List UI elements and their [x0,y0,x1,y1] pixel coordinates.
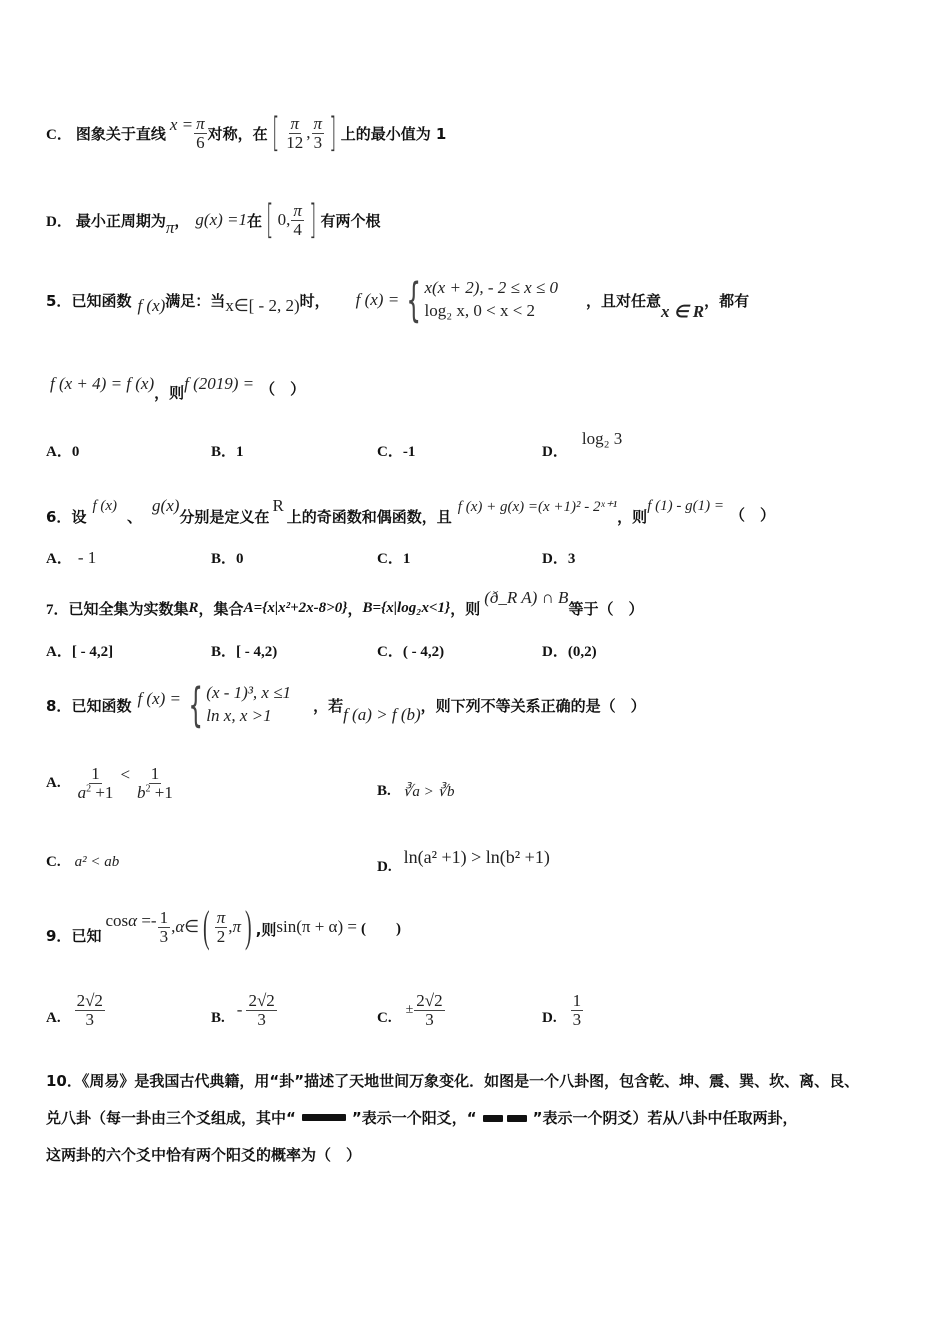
question-text: ”表示一个阴爻）若从八卦中任取两卦， [532,1109,798,1127]
question-7-stem [46,580,643,616]
option-label: C． [46,126,72,143]
question-5-stem-line2 [50,366,305,402]
option-label: B. [377,783,391,799]
question-text: ，则 [617,507,648,526]
question-9-options [46,985,746,1035]
option-a: A． - 1 [46,548,97,567]
piecewise-cases: (x - 1)³, x ≤1 ln x, x >1 [206,683,292,725]
question-9-stem [46,902,401,952]
option-c: C. ± $\frac{2√2}{3}$ [377,990,443,1029]
option-text: 图象关于直线 [75,124,166,143]
option-text: 上的最小值为 1 [340,124,447,143]
yin-line-icon [483,1109,527,1127]
math-expr: f (x) = [355,290,400,309]
math-expr: R [188,599,199,616]
answer-blank: （ ） [260,379,306,398]
answer-blank: ( ) [360,920,401,937]
left-brace: { [406,273,422,327]
question-5-options [46,429,746,462]
left-bracket: [ [266,197,274,243]
option-b: B．1 [211,444,244,460]
option-label: C. [46,854,61,870]
question-6-stem [46,488,775,524]
math-expr: π [165,218,175,237]
option-b: B．[ - 4,2) [211,644,278,660]
question-6-options [46,547,746,569]
math-expr: f (2019) = [184,374,255,393]
answer-blank: （ ） [729,505,775,524]
question-text: ，则下列不等关系正确的是（ ） [420,696,646,715]
condition-expr: cosα =- $\frac{1}{3}$ ,α∈ ( $\frac{\pi}{2}$ ,π ) [105,902,252,951]
option-b: B. - $\frac{2√2}{3}$ [211,990,275,1029]
question-text: ，都有 [704,291,750,310]
option-b: B．0 [211,551,244,567]
math-expr: 0, [277,210,291,229]
question-text: ，且对任意 [585,291,661,310]
fraction: $\frac{\pi}{4}$ [293,200,302,239]
fraction: $\frac{\pi}{3}$ [313,113,323,152]
option-d: D. $\frac{1}{3}$ [542,990,582,1029]
question-text: 设 [71,507,87,526]
option-text: 最小正周期为 [75,211,166,230]
question-text: 已知全集为实数集 [68,599,189,618]
question-number: 8． [46,696,72,715]
question-text: 时， [299,291,330,310]
question-text: ,则 [255,920,277,939]
question-text: 已知函数 [71,291,132,310]
math-expr: R [272,496,284,515]
option-a-expr: $\frac{1}{a^2 +1}$ < $\frac{1}{b^2 +1}$ [77,763,173,802]
math-expr: f (x) + g(x) =(x +1)² - 2ˣ⁺¹ [457,498,618,515]
question-8-stem [46,675,646,735]
question-text: 分别是定义在 [179,507,270,526]
separator: 、 [127,507,143,526]
question-text: ，则 [154,383,185,402]
math-expr: g(x) [152,496,180,515]
option-text: 有两个根 [320,211,381,230]
question-text: ， [347,599,363,618]
question-text: ，若 [313,696,344,715]
math-expr: f (x) [137,296,166,315]
math-expr: (ð_R A) ∩ B [484,588,569,607]
math-expr: x = [169,115,194,134]
math-expr: f (x) [92,497,118,514]
option-text: 对称，在 [207,124,268,143]
piecewise-cases: x(x + 2), - 2 ≤ x ≤ 0 log₂ x, 0 < x < 2 [424,278,558,320]
yang-line-icon [302,1114,346,1121]
math-expr: x ∈ R [661,302,705,321]
q4-option-c: C． 图象关于直线 x = $\frac{\pi}{6}$ 对称，在 [ $\frac{\pi}{12}$ , $\frac{\pi}{3}$ ] 上的最小值为 1 [46,110,447,156]
right-bracket: ] [329,110,337,156]
option-b-expr: ∛a > ∛b [402,784,455,800]
question-number: 9． [46,926,72,945]
q4-option-d [46,190,381,250]
option-d: D．3 [542,551,576,567]
question-text: 已知 [71,926,102,945]
math-expr: x∈[ - 2, 2) [225,296,300,315]
set-b: B={x|log₂x<1} [362,599,451,616]
left-bracket: [ [271,110,280,156]
question-5-stem [46,270,749,330]
option-label: D． [46,213,72,230]
fraction: $\frac{\pi}{6}$ [196,113,205,152]
option-a: A．[ - 4,2] [46,644,114,660]
option-text: 在 [247,211,263,230]
option-a: A. $\frac{2√2}{3}$ [46,990,103,1029]
question-number: 6． [46,507,72,526]
math-expr: f (a) > f (b) [343,705,421,724]
option-label: D. [377,858,392,875]
right-bracket: ] [309,197,317,243]
question-text: 上的奇函数和偶函数，且 [286,507,452,526]
option-c-expr: a² < ab [74,854,120,870]
question-text: ，则 [450,599,481,618]
question-text: 已知函数 [71,696,132,715]
option-c: C．-1 [377,444,416,460]
question-7-options [46,640,746,662]
question-text: 满足：当 [165,291,226,310]
question-10-line1: 10．《周易》是我国古代典籍，用“卦”描述了天地世间万象变化．如图是一个八卦图，包含乾、坤、震、巽、坎、离、艮、 [46,1072,860,1090]
option-label: A. [46,774,61,791]
math-expr: g(x) =1 [195,210,247,229]
question-10-line2 [46,1107,797,1128]
question-8-option-a [46,758,176,808]
option-a: A．0 [46,444,80,460]
question-8-option-b [377,782,455,801]
set-a: A={x|x²+2x-8>0} [243,599,348,616]
option-text: ， [174,211,190,230]
question-text: 兑八卦（每一卦由三个爻组成，其中“ [46,1109,296,1127]
math-expr: f (x + 4) = f (x) [50,374,155,393]
math-expr: f (1) - g(1) = [647,497,724,514]
option-d: D．log₂ 3 [542,429,623,460]
question-10-line3: 这两卦的六个爻中恰有两个阳爻的概率为（ ） [46,1146,362,1164]
option-c: C．( - 4,2) [377,644,445,660]
question-text: ，集合 [198,599,244,618]
option-d: D．(0,2) [542,644,597,660]
option-c: C．1 [377,551,411,567]
question-8-option-c [46,854,119,871]
left-brace: { [188,678,203,732]
math-expr: f (x) = [137,689,182,708]
question-text: 等于（ ） [568,599,644,618]
question-number: 5． [46,291,72,310]
math-expr: sin(π + α) = [276,917,357,936]
fraction: $\frac{\pi}{12}$ [286,113,304,152]
question-number: 7． [46,601,69,618]
option-d-expr: ln(a² +1) > ln(b² +1) [403,846,550,867]
question-8-option-d [377,842,550,875]
question-text: ”表示一个阳爻，“ [351,1109,477,1127]
